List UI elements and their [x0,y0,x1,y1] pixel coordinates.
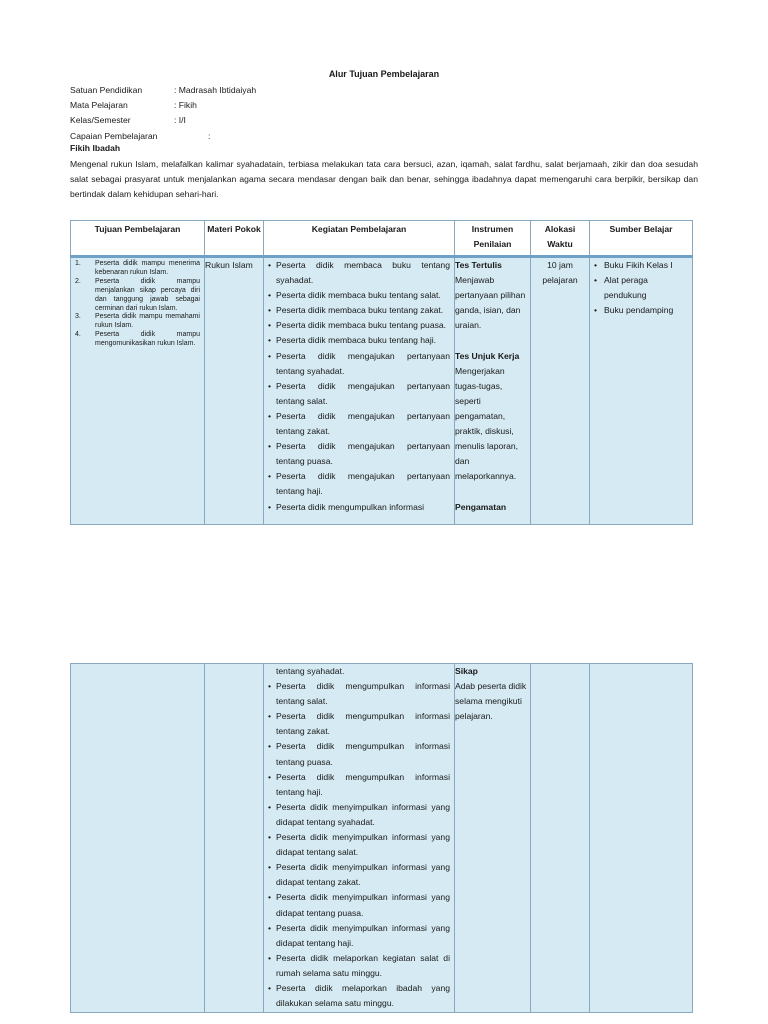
instrumen-sikap-text: Adab peserta didik selama mengikuti pelajaran. [455,681,527,722]
item-text: Peserta didik mampu mengomunikasikan rukun Islam. [95,331,200,348]
list-item [75,278,200,314]
item-number: 1. [75,260,81,267]
list-item: • Peserta didik menyimpulkan informasi yang didapat tentang haji. [267,921,450,951]
instrumen-tertulis-label: Tes Tertulis [455,260,502,270]
info-label: Satuan Pendidikan [70,85,143,95]
cell-kegiatan [264,257,455,525]
list-item: • Peserta didik menyimpulkan informasi yang didapat tentang syahadat. [267,800,450,830]
table-row [71,257,693,525]
list-item: • Peserta didik mengumpulkan informasi tentang haji. [267,770,450,800]
info-label: Mata Pelajaran [70,100,128,111]
section-text: Mengenal rukun Islam, melafalkan kalimar syahadatain, terbiasa melakukan tata cara bersuci, azan, iqamah, salat fardhu, salat berjamaah, zikir dan doa sesudah salat sebagai prasyarat untuk menjalankan agama secara mendasar dengan baik dan benar, sehingga ibadahnya dapat memengaruhi cara berpikir, bersikap dan bertindak dalam kehidupan sehari-hari. [70,159,698,200]
info-value: : Madrasah Ibtidaiyah [174,85,257,95]
list-item: • Peserta didik mengajukan pertanyaan tentang salat. [267,379,450,409]
list-item [75,331,200,349]
list-item: • Peserta didik membaca buku tentang haji. [267,333,450,348]
list-item: • Peserta didik membaca buku tentang zakat. [267,303,450,318]
cell-alokasi-empty [531,664,590,1013]
info-value: : [208,130,211,141]
cell-sumber-empty [590,664,693,1013]
header-sumber: Sumber Belajar [590,221,693,257]
header-kegiatan: Kegiatan Pembelajaran [264,221,455,257]
table-header-row [71,221,693,257]
cell-instrumen [455,664,531,1013]
cell-materi-empty [205,664,264,1013]
instrumen-kerja-text: Mengerjakan tugas-tugas, seperti pengamatan, praktik, diskusi, menulis laporan, dan melaporkannya. [455,365,519,482]
list-item: • Buku Fikih Kelas I [593,258,688,273]
list-item: • Peserta didik membaca buku tentang syahadat. [267,258,450,288]
spacer [455,484,530,499]
instrumen-tertulis-text: Menjawab pertanyaan pilihan ganda, isian, dan uraian. [455,275,526,331]
list-item: • Peserta didik mengajukan pertanyaan tentang zakat. [267,409,450,439]
list-item: • Peserta didik mengajukan pertanyaan tentang syahadat. [267,349,450,379]
list-item: • Peserta didik membaca buku tentang puasa. [267,318,450,333]
list-item: • Peserta didik melaporkan ibadah yang dilakukan selama satu minggu. [267,981,450,1011]
list-item: • Peserta didik mengumpulkan informasi [267,500,450,515]
section-title: Fikih Ibadah [70,143,121,153]
header-alokasi: Alokasi Waktu [531,221,590,257]
header-tujuan: Tujuan Pembelajaran [71,221,205,257]
cell-sumber [590,257,693,525]
cell-kegiatan [264,664,455,1013]
info-label: Capaian Pembelajaran [70,130,158,141]
item-text: Peserta didik mampu menjalankan sikap percaya diri dan tanggung jawab sebagai cerminan dari rukun Islam. [95,277,200,312]
list-item: • Peserta didik mengajukan pertanyaan tentang haji. [267,469,450,499]
instrumen-pengamatan-label: Pengamatan [455,501,507,512]
list-item: • Peserta didik menyimpulkan informasi yang didapat tentang zakat. [267,860,450,890]
list-item: • Buku pendamping [593,303,688,318]
instrumen-kerja-label: Tes Unjuk Kerja [455,350,520,361]
sumber-list [590,258,692,318]
list-item [75,260,200,278]
cell-tujuan [71,257,205,525]
info-label: Kelas/Semester [70,115,131,126]
kegiatan-continuation: tentang syahadat. [276,666,345,676]
table-row [71,664,693,1013]
cell-tujuan-empty [71,664,205,1013]
page-title: Alur Tujuan Pembelajaran [328,69,440,79]
item-text: Peserta didik mampu menerima kebenaran rukun Islam. [95,260,200,276]
list-item: • Peserta didik membaca buku tentang salat. [267,288,450,303]
spacer [455,333,530,348]
list-item: • Peserta didik mengumpulkan informasi tentang zakat. [267,709,450,739]
list-item: • Peserta didik menyimpulkan informasi yang didapat tentang salat. [267,830,450,860]
list-item: • Peserta didik melaporkan kegiatan salat di rumah selama satu minggu. [267,951,450,981]
lesson-table-page2 [70,663,693,1013]
lesson-table-page1 [70,220,693,525]
kegiatan-list [264,679,454,1011]
cell-materi: Rukun Islam [205,257,264,525]
cell-instrumen [455,257,531,525]
tujuan-list [71,258,204,349]
item-number: 4. [75,331,81,339]
info-value: : Fikih [174,100,197,111]
list-item: • Peserta didik menyimpulkan informasi yang didapat tentang puasa. [267,890,450,920]
instrumen-sikap-label: Sikap [455,666,478,676]
info-value: : I/I [174,115,186,126]
list-item: • Peserta didik mengumpulkan informasi tentang puasa. [267,739,450,769]
header-materi: Materi Pokok [205,221,264,257]
item-text: Peserta didik mampu memahami rukun Islam. [95,313,200,330]
list-item: • Alat peraga pendukung [593,273,688,303]
item-number: 2. [75,277,81,285]
cell-alokasi: 10 jam pelajaran [531,257,590,525]
list-item: • Peserta didik mengajukan pertanyaan tentang puasa. [267,439,450,469]
header-instrumen: Instrumen Penilaian [455,221,531,257]
list-item [75,313,200,331]
list-item: • Peserta didik mengumpulkan informasi tentang salat. [267,679,450,709]
item-number: 3. [75,313,81,321]
kegiatan-list [264,258,454,515]
